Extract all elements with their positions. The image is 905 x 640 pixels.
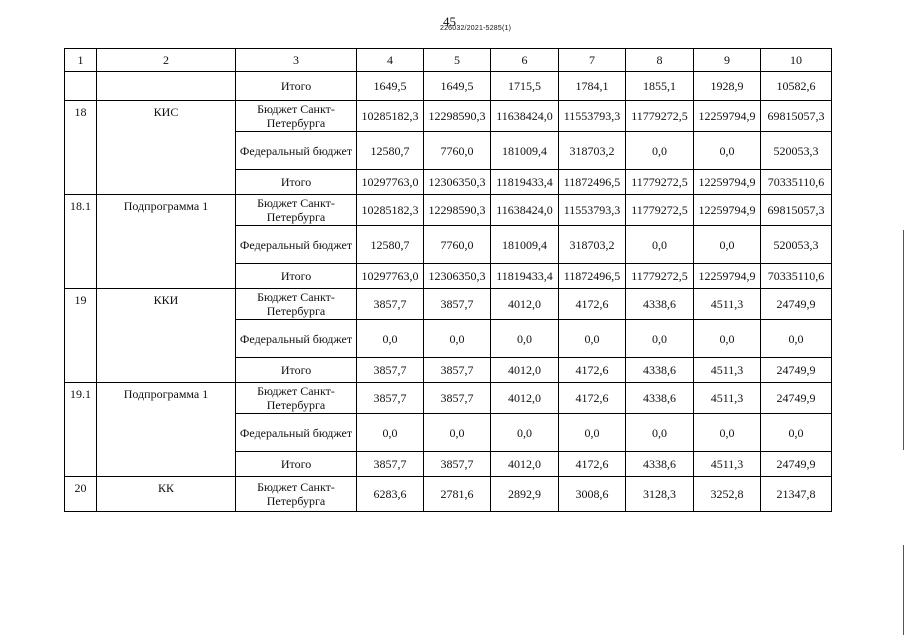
column-header: 2 bbox=[97, 49, 236, 72]
amount-cell: 4338,6 bbox=[626, 452, 694, 477]
amount-cell: 181009,4 bbox=[491, 226, 559, 264]
amount-cell: 21347,8 bbox=[761, 477, 832, 512]
amount-cell: 2781,6 bbox=[424, 477, 491, 512]
amount-cell: 0,0 bbox=[626, 226, 694, 264]
document-reference: 226032/2021-5285(1) bbox=[440, 25, 512, 32]
amount-cell: 10297763,0 bbox=[357, 264, 424, 289]
amount-cell: 1855,1 bbox=[626, 72, 694, 101]
scan-edge-mark bbox=[903, 545, 904, 635]
column-header: 7 bbox=[559, 49, 626, 72]
amount-cell: 11872496,5 bbox=[559, 264, 626, 289]
amount-cell: 0,0 bbox=[626, 320, 694, 358]
amount-cell: 4172,6 bbox=[559, 358, 626, 383]
funding-source: Бюджет Санкт-Петербурга bbox=[236, 289, 357, 320]
table-row bbox=[65, 477, 832, 512]
amount-cell: 11638424,0 bbox=[491, 195, 559, 226]
funding-source: Федеральный бюджет bbox=[236, 414, 357, 452]
amount-cell: 4511,3 bbox=[694, 383, 761, 414]
column-header: 10 bbox=[761, 49, 832, 72]
amount-cell: 3857,7 bbox=[424, 383, 491, 414]
amount-cell: 69815057,3 bbox=[761, 101, 832, 132]
amount-cell: 0,0 bbox=[694, 414, 761, 452]
amount-cell: 11872496,5 bbox=[559, 170, 626, 195]
amount-cell: 0,0 bbox=[559, 414, 626, 452]
amount-cell: 3857,7 bbox=[424, 289, 491, 320]
item-number: 20 bbox=[65, 477, 97, 512]
program-name: Подпрограмма 1 bbox=[97, 195, 236, 289]
amount-cell: 12259794,9 bbox=[694, 264, 761, 289]
funding-source: Итого bbox=[236, 358, 357, 383]
program-name: КИС bbox=[97, 101, 236, 195]
table-body bbox=[65, 49, 832, 512]
amount-cell: 0,0 bbox=[491, 414, 559, 452]
funding-source: Федеральный бюджет bbox=[236, 320, 357, 358]
funding-source: Федеральный бюджет bbox=[236, 132, 357, 170]
item-number: 18.1 bbox=[65, 195, 97, 289]
amount-cell: 4511,3 bbox=[694, 452, 761, 477]
amount-cell: 318703,2 bbox=[559, 226, 626, 264]
amount-cell: 3008,6 bbox=[559, 477, 626, 512]
amount-cell: 7760,0 bbox=[424, 132, 491, 170]
amount-cell: 3857,7 bbox=[357, 383, 424, 414]
amount-cell: 12306350,3 bbox=[424, 170, 491, 195]
amount-cell: 12259794,9 bbox=[694, 101, 761, 132]
amount-cell: 10297763,0 bbox=[357, 170, 424, 195]
scan-edge-mark bbox=[903, 230, 904, 450]
amount-cell: 4012,0 bbox=[491, 358, 559, 383]
amount-cell: 1784,1 bbox=[559, 72, 626, 101]
amount-cell: 3252,8 bbox=[694, 477, 761, 512]
amount-cell: 70335110,6 bbox=[761, 170, 832, 195]
column-header: 6 bbox=[491, 49, 559, 72]
amount-cell: 318703,2 bbox=[559, 132, 626, 170]
amount-cell: 24749,9 bbox=[761, 452, 832, 477]
table-row bbox=[65, 72, 832, 101]
amount-cell: 24749,9 bbox=[761, 289, 832, 320]
funding-source: Итого bbox=[236, 264, 357, 289]
amount-cell: 12298590,3 bbox=[424, 195, 491, 226]
item-number: 19.1 bbox=[65, 383, 97, 477]
amount-cell: 70335110,6 bbox=[761, 264, 832, 289]
program-name bbox=[97, 72, 236, 101]
amount-cell: 12259794,9 bbox=[694, 195, 761, 226]
amount-cell: 2892,9 bbox=[491, 477, 559, 512]
funding-source: Бюджет Санкт-Петербурга bbox=[236, 195, 357, 226]
amount-cell: 1649,5 bbox=[424, 72, 491, 101]
amount-cell: 0,0 bbox=[761, 414, 832, 452]
amount-cell: 1928,9 bbox=[694, 72, 761, 101]
funding-source: Бюджет Санкт-Петербурга bbox=[236, 477, 357, 512]
amount-cell: 4338,6 bbox=[626, 358, 694, 383]
table-row bbox=[65, 383, 832, 414]
amount-cell: 3128,3 bbox=[626, 477, 694, 512]
funding-source: Итого bbox=[236, 170, 357, 195]
amount-cell: 69815057,3 bbox=[761, 195, 832, 226]
amount-cell: 4012,0 bbox=[491, 383, 559, 414]
funding-source: Федеральный бюджет bbox=[236, 226, 357, 264]
amount-cell: 3857,7 bbox=[357, 289, 424, 320]
amount-cell: 0,0 bbox=[694, 226, 761, 264]
amount-cell: 12580,7 bbox=[357, 226, 424, 264]
amount-cell: 4012,0 bbox=[491, 289, 559, 320]
amount-cell: 11779272,5 bbox=[626, 170, 694, 195]
program-name: КК bbox=[97, 477, 236, 512]
amount-cell: 10285182,3 bbox=[357, 101, 424, 132]
amount-cell: 11553793,3 bbox=[559, 195, 626, 226]
amount-cell: 12580,7 bbox=[357, 132, 424, 170]
item-number: 18 bbox=[65, 101, 97, 195]
amount-cell: 4172,6 bbox=[559, 452, 626, 477]
amount-cell: 0,0 bbox=[694, 320, 761, 358]
amount-cell: 0,0 bbox=[626, 414, 694, 452]
column-header: 4 bbox=[357, 49, 424, 72]
amount-cell: 24749,9 bbox=[761, 383, 832, 414]
column-header: 5 bbox=[424, 49, 491, 72]
table-row bbox=[65, 289, 832, 320]
column-header: 1 bbox=[65, 49, 97, 72]
amount-cell: 0,0 bbox=[357, 414, 424, 452]
amount-cell: 1649,5 bbox=[357, 72, 424, 101]
table-row bbox=[65, 101, 832, 132]
amount-cell: 3857,7 bbox=[357, 452, 424, 477]
amount-cell: 4172,6 bbox=[559, 289, 626, 320]
amount-cell: 0,0 bbox=[694, 132, 761, 170]
amount-cell: 6283,6 bbox=[357, 477, 424, 512]
amount-cell: 0,0 bbox=[424, 414, 491, 452]
amount-cell: 4511,3 bbox=[694, 358, 761, 383]
amount-cell: 3857,7 bbox=[424, 452, 491, 477]
amount-cell: 10582,6 bbox=[761, 72, 832, 101]
program-name: ККИ bbox=[97, 289, 236, 383]
budget-table bbox=[64, 48, 832, 512]
amount-cell: 4511,3 bbox=[694, 289, 761, 320]
amount-cell: 11779272,5 bbox=[626, 264, 694, 289]
amount-cell: 11553793,3 bbox=[559, 101, 626, 132]
column-header: 8 bbox=[626, 49, 694, 72]
amount-cell: 0,0 bbox=[761, 320, 832, 358]
funding-source: Итого bbox=[236, 72, 357, 101]
amount-cell: 4012,0 bbox=[491, 452, 559, 477]
column-header: 9 bbox=[694, 49, 761, 72]
amount-cell: 12306350,3 bbox=[424, 264, 491, 289]
amount-cell: 0,0 bbox=[626, 132, 694, 170]
amount-cell: 24749,9 bbox=[761, 358, 832, 383]
table-row bbox=[65, 195, 832, 226]
amount-cell: 11819433,4 bbox=[491, 264, 559, 289]
amount-cell: 0,0 bbox=[357, 320, 424, 358]
amount-cell: 4338,6 bbox=[626, 289, 694, 320]
amount-cell: 7760,0 bbox=[424, 226, 491, 264]
amount-cell: 3857,7 bbox=[424, 358, 491, 383]
program-name: Подпрограмма 1 bbox=[97, 383, 236, 477]
item-number: 19 bbox=[65, 289, 97, 383]
amount-cell: 520053,3 bbox=[761, 226, 832, 264]
amount-cell: 0,0 bbox=[424, 320, 491, 358]
amount-cell: 12259794,9 bbox=[694, 170, 761, 195]
funding-source: Итого bbox=[236, 452, 357, 477]
amount-cell: 12298590,3 bbox=[424, 101, 491, 132]
amount-cell: 11819433,4 bbox=[491, 170, 559, 195]
amount-cell: 10285182,3 bbox=[357, 195, 424, 226]
header-row bbox=[65, 49, 832, 72]
amount-cell: 0,0 bbox=[491, 320, 559, 358]
amount-cell: 4172,6 bbox=[559, 383, 626, 414]
amount-cell: 0,0 bbox=[559, 320, 626, 358]
amount-cell: 4338,6 bbox=[626, 383, 694, 414]
amount-cell: 181009,4 bbox=[491, 132, 559, 170]
amount-cell: 11779272,5 bbox=[626, 195, 694, 226]
funding-source: Бюджет Санкт-Петербурга bbox=[236, 101, 357, 132]
funding-source: Бюджет Санкт-Петербурга bbox=[236, 383, 357, 414]
column-header: 3 bbox=[236, 49, 357, 72]
amount-cell: 11638424,0 bbox=[491, 101, 559, 132]
item-number bbox=[65, 72, 97, 101]
amount-cell: 520053,3 bbox=[761, 132, 832, 170]
amount-cell: 3857,7 bbox=[357, 358, 424, 383]
amount-cell: 11779272,5 bbox=[626, 101, 694, 132]
page-number: 45 bbox=[443, 14, 456, 29]
amount-cell: 1715,5 bbox=[491, 72, 559, 101]
